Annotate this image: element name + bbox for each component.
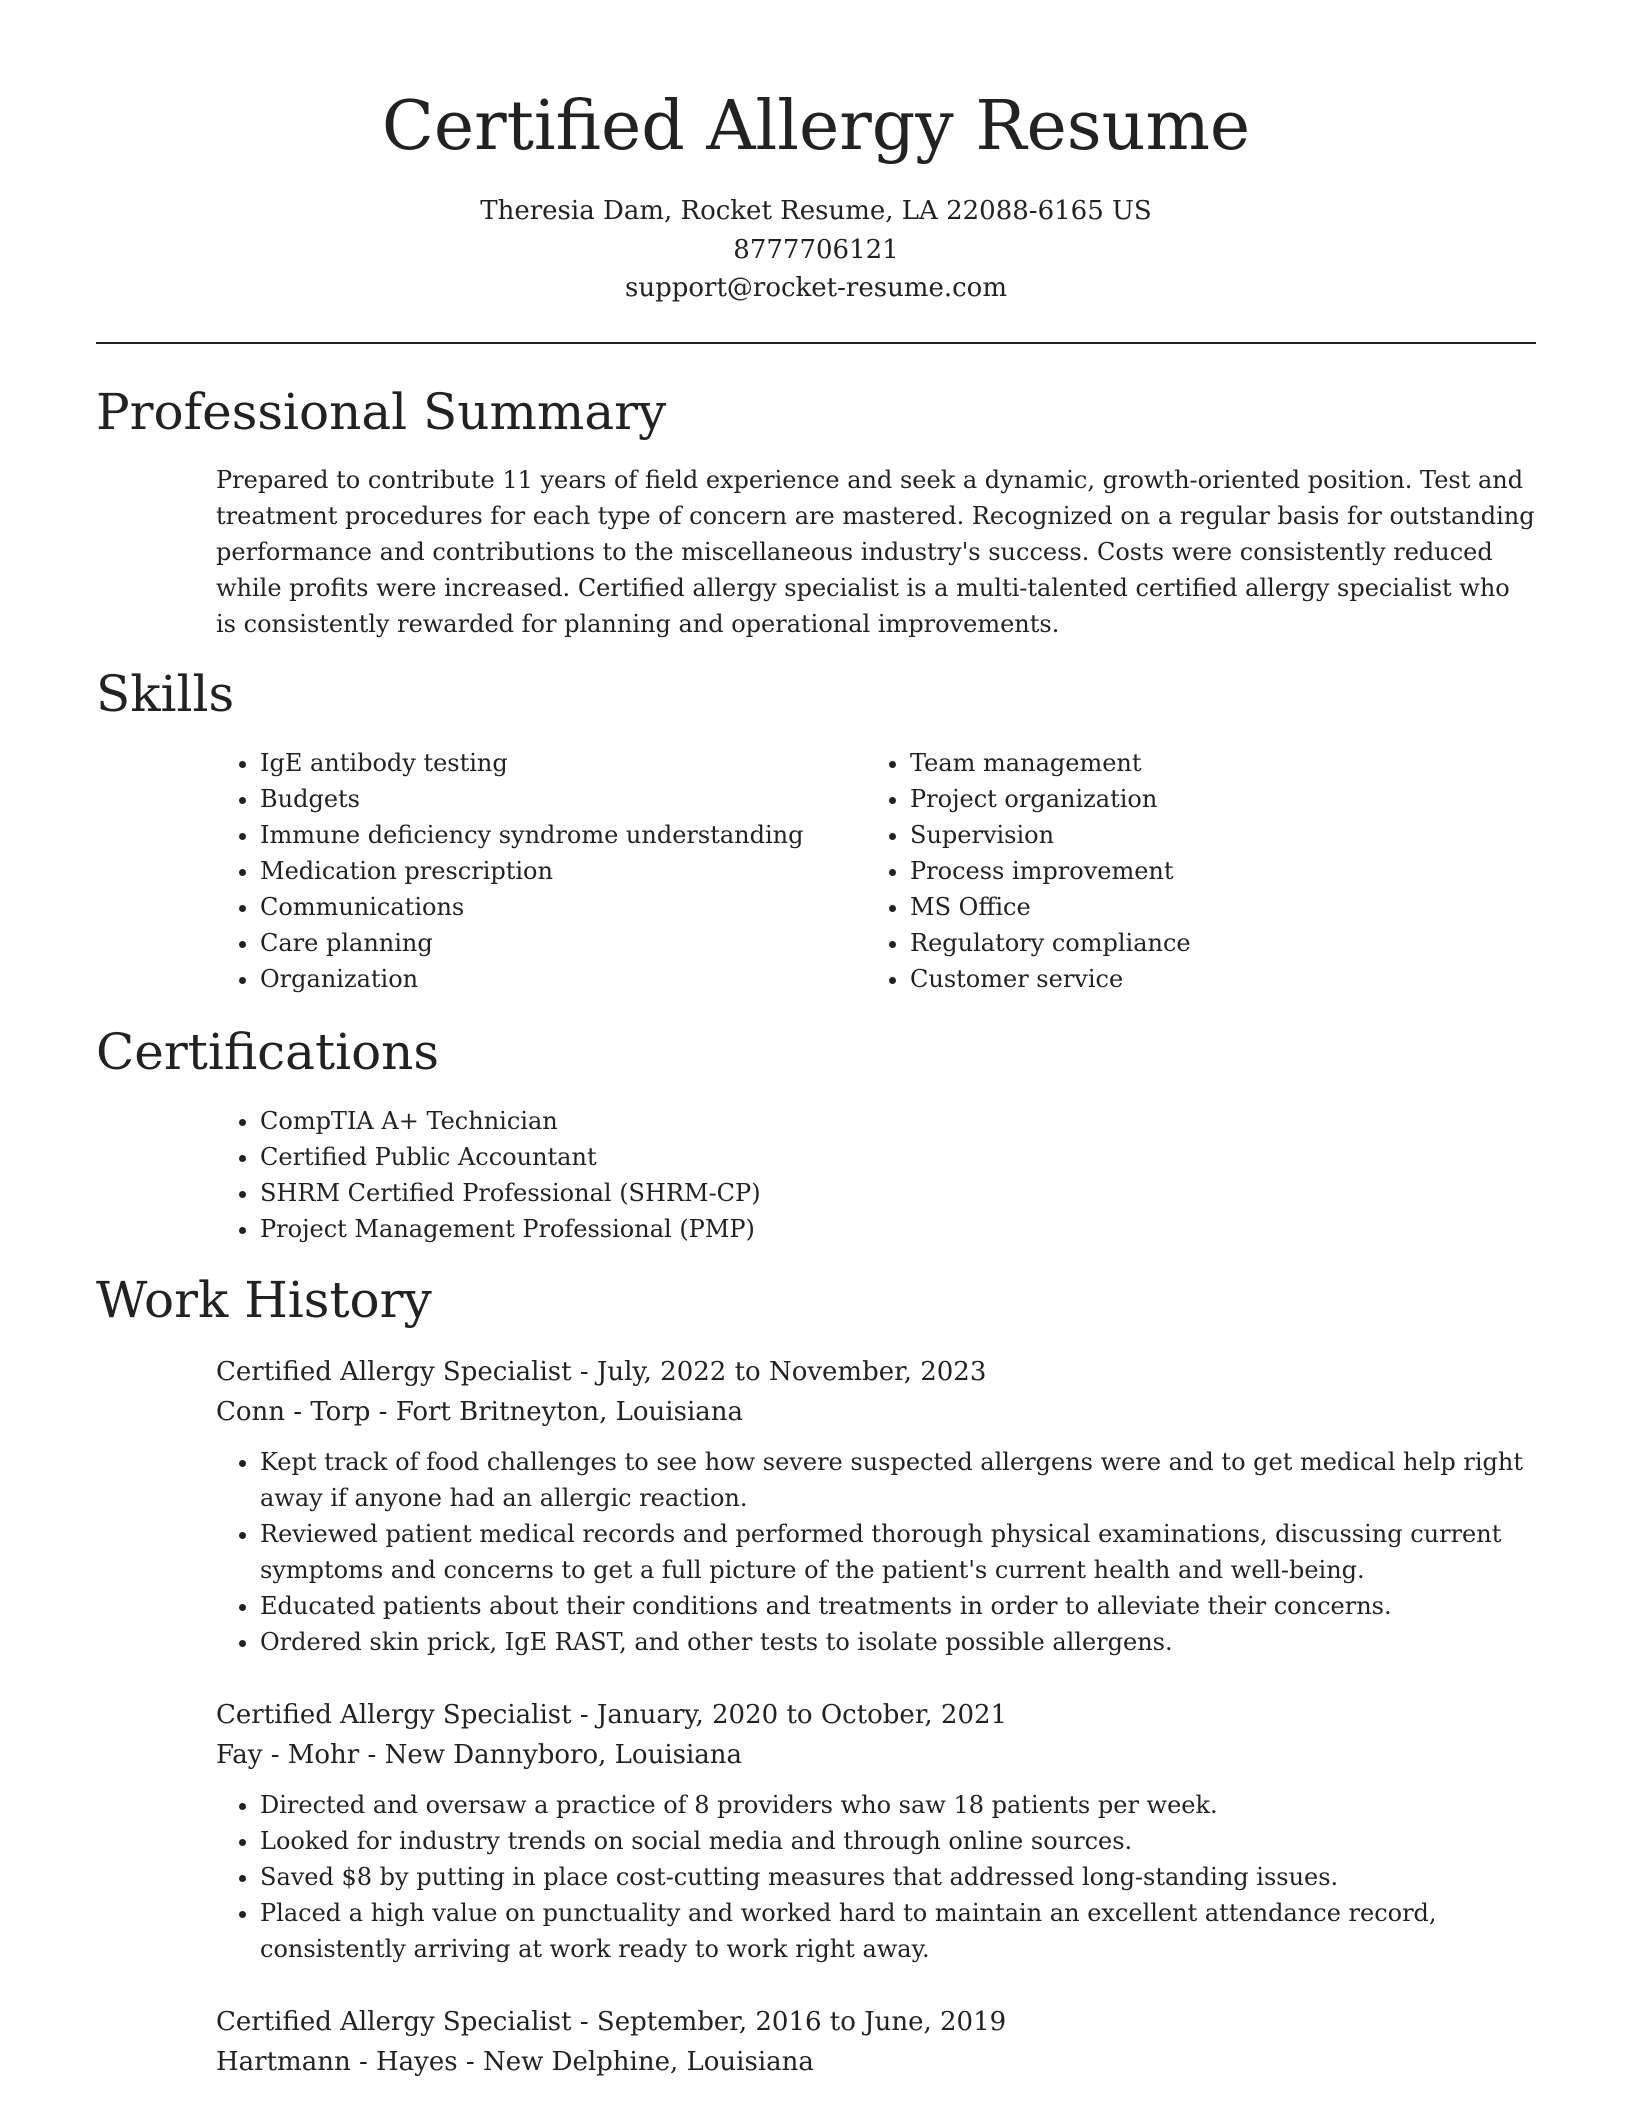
job-title: Certified Allergy Specialist (216, 1700, 572, 1730)
job-location: New Dannyboro, Louisiana (384, 1740, 743, 1770)
job-dates: September, 2016 to June, 2019 (596, 2007, 1007, 2037)
job-bullet: • Looked for industry trends on social media and through online sources. (260, 1823, 1536, 1859)
skills-column-right (866, 745, 1486, 997)
job-dates: July, 2022 to November, 2023 (596, 1357, 987, 1387)
certifications-list (216, 1103, 1116, 1247)
skill-item: • Immune deficiency syndrome understanding (260, 817, 836, 853)
skill-item: • Medication prescription (260, 853, 836, 889)
certification-item: • Certified Public Accountant (260, 1139, 1116, 1175)
job-entry (216, 2002, 1536, 2082)
summary-text: Prepared to contribute 11 years of field experience and seek a dynamic, growth-oriented position. Test and treatment procedures for each type of concern are mastered. Recognized on a regular basis for outstanding performance and contributions to the miscellaneous industry's success. Costs were consistently reduced while profits were increased. Certified allergy specialist is a multi-talented certified allergy specialist who is consistently rewarded for planning and operational improvements. (216, 466, 1535, 638)
job-location: Fort Britneyton, Louisiana (395, 1397, 744, 1427)
job-title: Certified Allergy Specialist (216, 2007, 572, 2037)
certification-item: • CompTIA A+ Technician (260, 1103, 1116, 1139)
skill-item: • Communications (260, 889, 836, 925)
job-company-line: Conn - Torp - Fort Britneyton, Louisiana (216, 1397, 744, 1427)
job-location: New Delphine, Louisiana (482, 2047, 814, 2077)
job-bullet: • Ordered skin prick, IgE RAST, and other tests to isolate possible allergens. (260, 1624, 1536, 1660)
header-divider (96, 342, 1536, 344)
job-company: Fay - Mohr (216, 1740, 360, 1770)
job-bullet: • Saved $8 by putting in place cost-cutting measures that addressed long-standing issues. (260, 1859, 1536, 1895)
job-company-line: Fay - Mohr - New Dannyboro, Louisiana (216, 1740, 743, 1770)
summary-heading: Professional Summary (96, 383, 667, 441)
skill-item: • Customer service (910, 961, 1486, 997)
certification-item: • Project Management Professional (PMP) (260, 1211, 1116, 1247)
contact-phone: 8777706121 (733, 234, 899, 265)
skill-item: • Team management (910, 745, 1486, 781)
job-bullet: • Directed and oversaw a practice of 8 providers who saw 18 patients per week. (260, 1787, 1536, 1823)
contact-email: support@rocket-resume.com (624, 273, 1007, 303)
job-company: Hartmann - Hayes (216, 2047, 458, 2077)
certification-item: • SHRM Certified Professional (SHRM-CP) (260, 1175, 1116, 1211)
skill-item: • Care planning (260, 925, 836, 961)
work-history-heading: Work History (96, 1271, 432, 1329)
skills-heading: Skills (96, 665, 235, 723)
skill-item: • Project organization (910, 781, 1486, 817)
contact-address: Theresia Dam, Rocket Resume, LA 22088-6165 US (480, 196, 1152, 226)
job-dates: January, 2020 to October, 2021 (596, 1700, 1008, 1730)
skill-item: • Budgets (260, 781, 836, 817)
job-title-line: Certified Allergy Specialist - September, 2016 to June, 2019 (216, 2007, 1007, 2037)
skill-item: • Organization (260, 961, 836, 997)
resume-title: Certified Allergy Resume (381, 87, 1251, 166)
job-entry (216, 1695, 1536, 1967)
job-title-line: Certified Allergy Specialist - January, 2020 to October, 2021 (216, 1700, 1008, 1730)
certifications-heading: Certifications (96, 1023, 440, 1081)
job-bullet: • Kept track of food challenges to see how severe suspected allergens were and to get medical help right away if anyone had an allergic reaction. (260, 1444, 1536, 1516)
skill-item: • Supervision (910, 817, 1486, 853)
skill-item: • Process improvement (910, 853, 1486, 889)
job-bullet: • Placed a high value on punctuality and worked hard to maintain an excellent attendance record, consistently arriving at work ready to work right away. (260, 1895, 1536, 1967)
job-entry (216, 1352, 1536, 1660)
job-title: Certified Allergy Specialist (216, 1357, 572, 1387)
skill-item: • IgE antibody testing (260, 745, 836, 781)
skills-column-left (216, 745, 836, 997)
job-bullet: • Reviewed patient medical records and performed thorough physical examinations, discussing current symptoms and concerns to get a full picture of the patient's current health and well-being. (260, 1516, 1536, 1588)
contact-block (96, 192, 1536, 308)
job-company-line: Hartmann - Hayes - New Delphine, Louisiana (216, 2047, 814, 2077)
skill-item: • Regulatory compliance (910, 925, 1486, 961)
job-company: Conn - Torp (216, 1397, 371, 1427)
job-title-line: Certified Allergy Specialist - July, 2022 to November, 2023 (216, 1357, 987, 1387)
skill-item: • MS Office (910, 889, 1486, 925)
job-bullet: • Educated patients about their conditions and treatments in order to alleviate their concerns. (260, 1588, 1536, 1624)
